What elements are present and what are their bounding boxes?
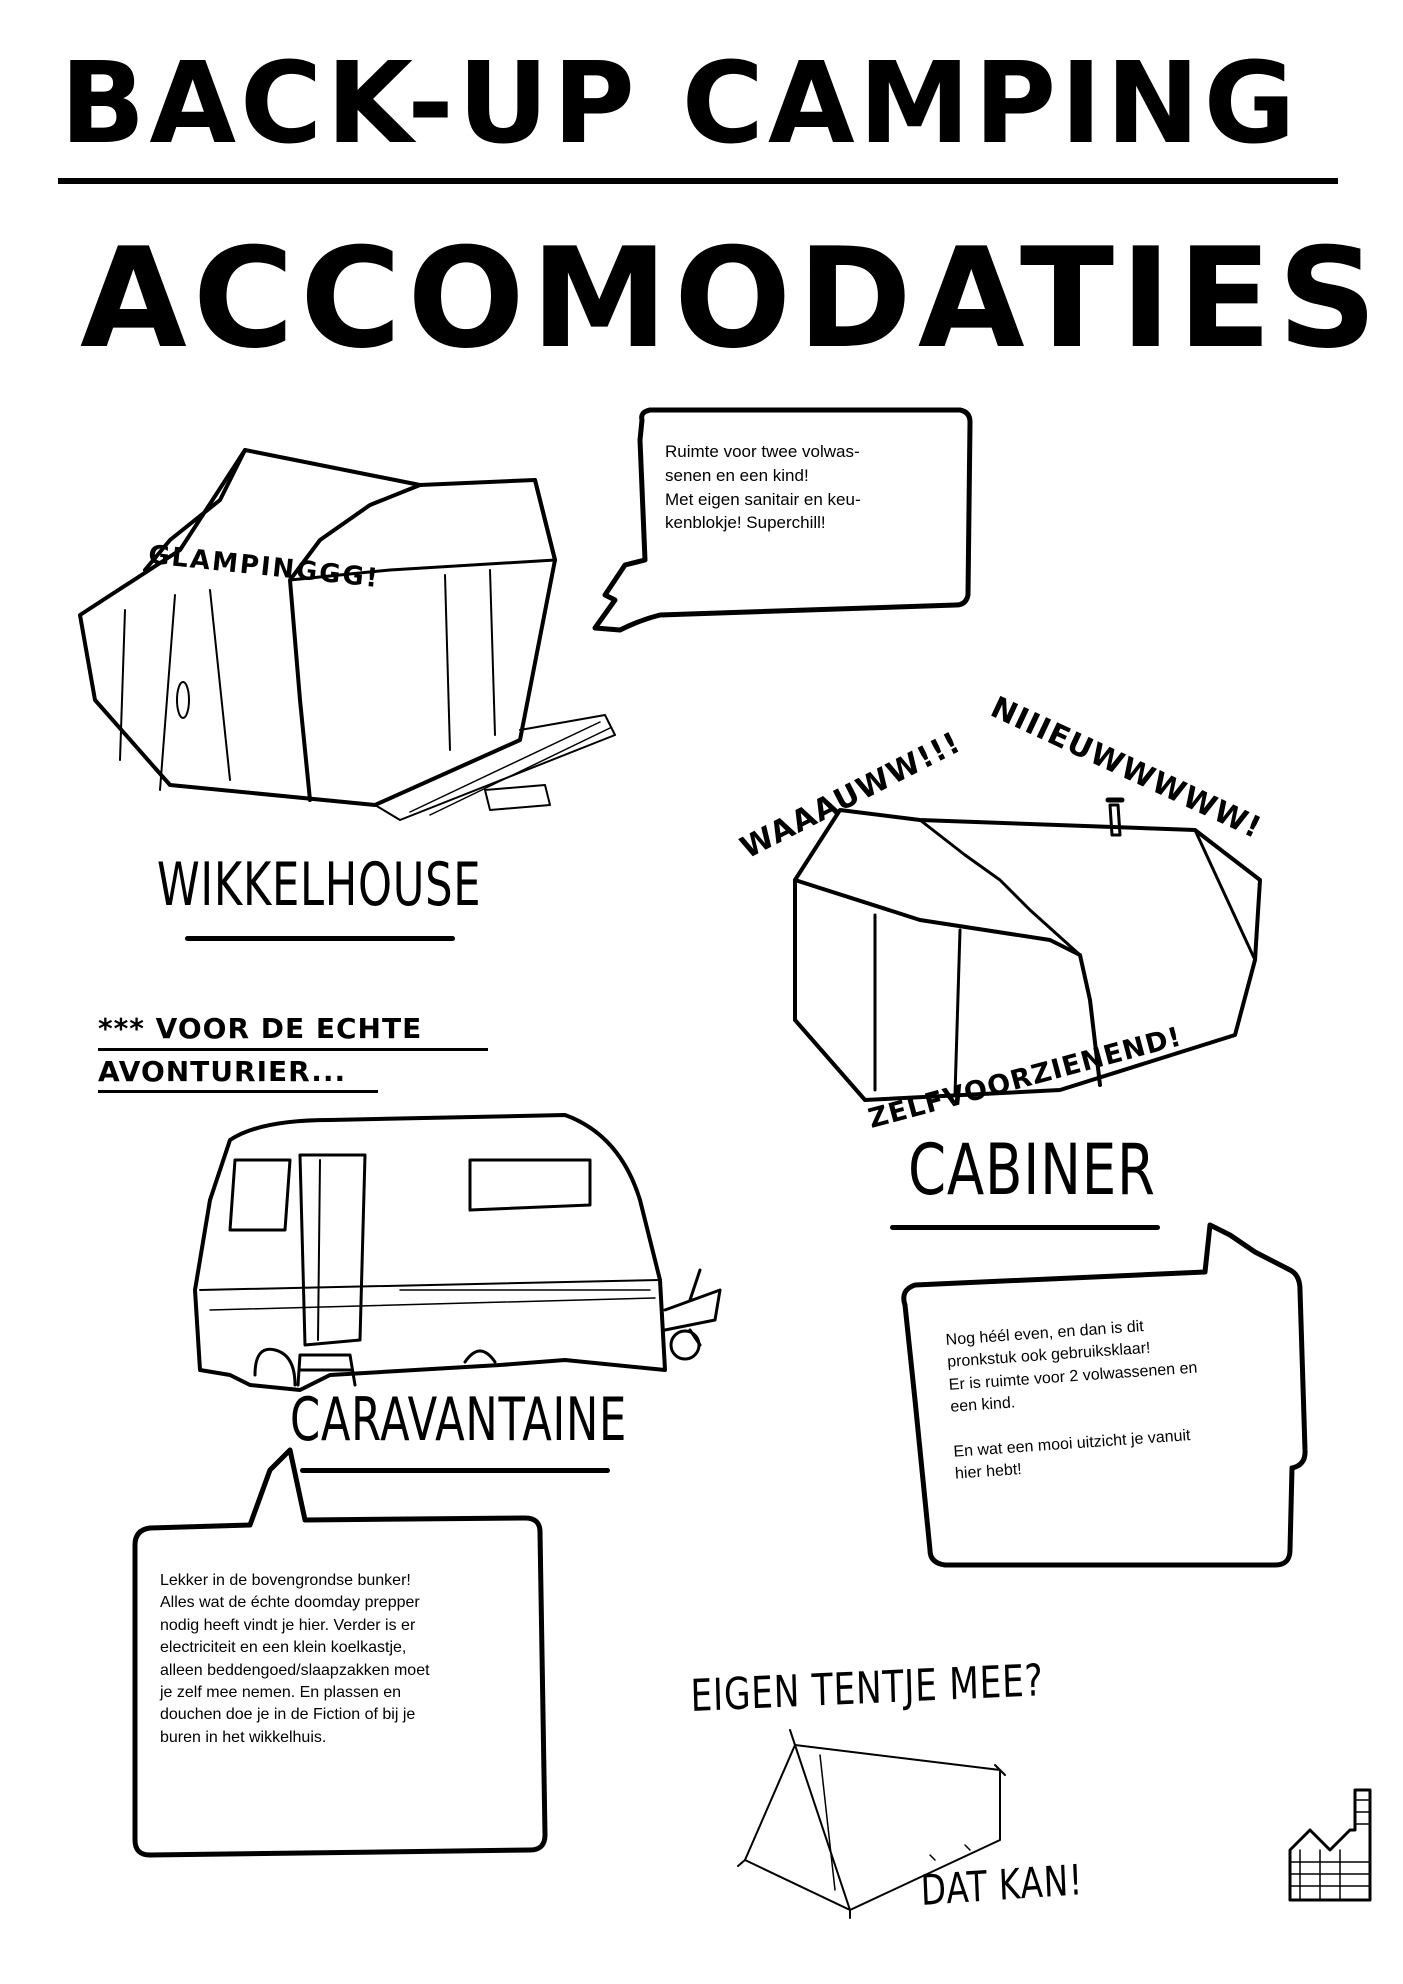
caravan-name: CARAVANTAINE (290, 1385, 628, 1455)
adventurer-intro-underline2 (98, 1090, 378, 1093)
factory-building-icon (1290, 1790, 1370, 1900)
adventurer-intro-underline1 (98, 1048, 488, 1051)
cabiner-exclaim-nieuw: NIIIEUWWWWW! (985, 690, 1267, 847)
tent-answer: DAT KAN! (919, 1855, 1084, 1915)
wikkelhouse-drawing (80, 450, 615, 820)
adventurer-intro-line1: *** VOOR DE ECHTE (98, 1012, 423, 1045)
cabiner-tag: ZELFVOORZIENEND! (865, 1021, 1186, 1135)
cabiner-name: CABINER (908, 1129, 1156, 1211)
cabiner-drawing (795, 800, 1260, 1100)
caravan-name-underline (300, 1468, 610, 1473)
cabiner-exclaim-waauw: WAAAUWW!!! (735, 725, 967, 867)
title-line-1: BACK-UP CAMPING (60, 39, 1300, 169)
caravan-description: Lekker in de bovengrondse bunker! Alles wat de échte doomday prepper nodig heeft vindt je hier. Verder is er electriciteit en een klein koelkastje, alleen beddengoed/slaapzakken moet je zelf mee nemen. En plassen en douchen doe je in de Fiction of bij je buren in het wikkelhuis. (160, 1572, 430, 1746)
cabiner-name-underline (890, 1225, 1160, 1230)
wikkelhouse-description: Ruimte voor twee volwas- senen en een kind! Met eigen sanitair en keu- kenblokje! Superchill! (665, 442, 861, 533)
title-line-2: ACCOMODATIES (80, 218, 1384, 379)
tent-question: EIGEN TENTJE MEE? (689, 1655, 1045, 1722)
cabiner-description: Nog héél even, en dan is dit pronkstuk ook gebruiksklaar! Er is ruimte voor 2 volwassenen en een kind. En wat een mooi uitzicht je vanuit hier hebt! (945, 1318, 1198, 1483)
wikkelhouse-name: WIKKELHOUSE (157, 850, 482, 920)
wikkelhouse-tag: GLAMPINGGG! (146, 540, 382, 595)
adventurer-intro-line2: AVONTURIER... (98, 1055, 347, 1088)
caravan-drawing (195, 1115, 720, 1390)
wikkelhouse-name-underline (185, 936, 455, 941)
